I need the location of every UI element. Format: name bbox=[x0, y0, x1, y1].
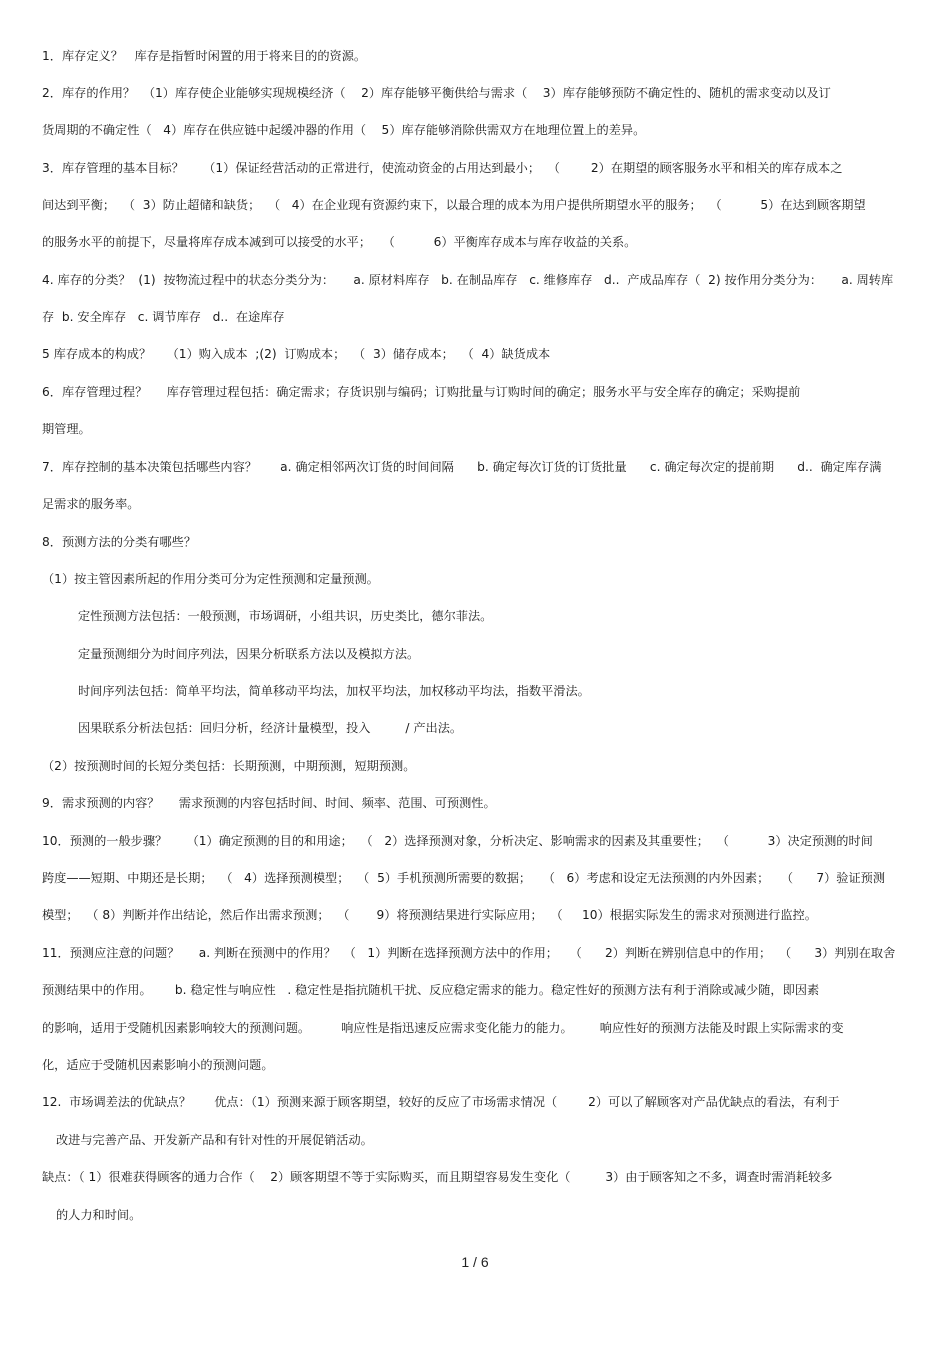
text-line: 3．库存管理的基本目标？ （1）保证经营活动的正常进行，使流动资金的占用达到最小； （ 2）在期望的顾客服务水平和相关的库存成本之 bbox=[42, 161, 843, 175]
text-line: 8．预测方法的分类有哪些？ bbox=[42, 535, 197, 549]
text-line: （1）按主管因素所起的作用分类可分为定性预测和定量预测。 bbox=[42, 572, 379, 586]
text-line: 12. 市场调差法的优缺点？ 优点：（1）预测来源于顾客期望，较好的反应了市场需求情况（ 2）可以了解顾客对产品优缺点的看法，有利于 bbox=[42, 1095, 840, 1109]
text-line: 货周期的不确定性（ 4）库存在供应链中起缓冲器的作用（ 5）库存能够消除供需双方在地理位置上的差异。 bbox=[42, 123, 646, 137]
text-line: 定量预测细分为时间序列法，因果分析联系方法以及模拟方法。 bbox=[78, 647, 420, 661]
text-line: 模型； （ 8）判断并作出结论，然后作出需求预测； （ 9）将预测结果进行实际应用； （ 10）根据实际发生的需求对预测进行监控。 bbox=[42, 908, 817, 922]
text-line: 定性预测方法包括：一般预测，市场调研，小组共识，历史类比，德尔菲法。 bbox=[78, 609, 493, 623]
text-line: 的服务水平的前提下，尽量将库存成本减到可以接受的水平； （ 6）平衡库存成本与库存收益的关系。 bbox=[42, 235, 637, 249]
text-line: （2）按预测时间的长短分类包括：长期预测，中期预测，短期预测。 bbox=[42, 759, 416, 773]
text-line: 期管理。 bbox=[42, 422, 91, 436]
text-line: 的人力和时间。 bbox=[56, 1208, 142, 1222]
text-line: 11．预测应注意的问题？ a. 判断在预测中的作用？ （ 1）判断在选择预测方法中的作用； （ 2）判断在辨别信息中的作用； （ 3）判别在取舍 bbox=[42, 946, 896, 960]
text-line: 9．需求预测的内容？ 需求预测的内容包括时间、时间、频率、范围、可预测性。 bbox=[42, 796, 496, 810]
text-line: 时间序列法包括：简单平均法，简单移动平均法，加权平均法，加权移动平均法，指数平滑法。 bbox=[78, 684, 590, 698]
text-line: 预测结果中的作用。 b. 稳定性与响应性 . 稳定性是指抗随机干扰、反应稳定需求的能力。稳定性好的预测方法有利于消除或减少随，即因素 bbox=[42, 983, 820, 997]
text-line: 间达到平衡； （ 3）防止超储和缺货； （ 4）在企业现有资源约束下，以最合理的成本为用户提供所期望水平的服务； （ 5）在达到顾客期望 bbox=[42, 198, 866, 212]
text-line: 足需求的服务率。 bbox=[42, 497, 140, 511]
text-line: 5 库存成本的构成？ （1）购入成本 ;(2) 订购成本； （ 3）储存成本； （ 4）缺货成本 bbox=[42, 347, 551, 361]
text-line: 的影响，适用于受随机因素影响较大的预测问题。 响应性是指迅速反应需求变化能力的能力。 响应性好的预测方法能及时跟上实际需求的变 bbox=[42, 1021, 844, 1035]
text-line: 2．库存的作用？ （1）库存使企业能够实现规模经济（ 2）库存能够平衡供给与需求（ 3）库存能够预防不确定性的、随机的需求变动以及订 bbox=[42, 86, 831, 100]
text-line: 6．库存管理过程？ 库存管理过程包括：确定需求；存货识别与编码；订购批量与订购时间的确定；服务水平与安全库存的确定；采购提前 bbox=[42, 385, 801, 399]
text-line: 缺点：（ 1）很难获得顾客的通力合作（ 2）顾客期望不等于实际购买，而且期望容易发生变化（ 3）由于顾客知之不多，调查时需消耗较多 bbox=[42, 1170, 833, 1184]
page-number: 1 / 6 bbox=[461, 1254, 489, 1270]
text-line: 跨度——短期、中期还是长期； （ 4）选择预测模型； （ 5）手机预测所需要的数据； （ 6）考虑和设定无法预测的内外因素； （ 7）验证预测 bbox=[42, 871, 886, 885]
text-line: 1．库存定义？ 库存是指暂时闲置的用于将来目的的资源。 bbox=[42, 49, 367, 63]
text-line: 改进与完善产品、开发新产品和有针对性的开展促销活动。 bbox=[56, 1133, 373, 1147]
text-line: 因果联系分析法包括：回归分析，经济计量模型，投入 / 产出法。 bbox=[78, 721, 463, 735]
text-line: 存 b. 安全库存 c. 调节库存 d.. 在途库存 bbox=[42, 310, 285, 324]
text-line: 4. 库存的分类？ (1) 按物流过程中的状态分类分为： a. 原材料库存 b. 在制品库存 c. 维修库存 d.. 产成品库存（ 2) 按作用分类分为： a. 周转库 bbox=[42, 273, 894, 287]
text-line: 化，适应于受随机因素影响小的预测问题。 bbox=[42, 1058, 274, 1072]
text-line: 10．预测的一般步骤？ （1）确定预测的目的和用途； （ 2）选择预测对象，分析决定、影响需求的因素及其重要性； （ 3）决定预测的时间 bbox=[42, 834, 873, 848]
text-line: 7．库存控制的基本决策包括哪些内容？ a. 确定相邻两次订货的时间间隔 b. 确定每次订货的订货批量 c. 确定每次定的提前期 d.. 确定库存满 bbox=[42, 460, 882, 474]
